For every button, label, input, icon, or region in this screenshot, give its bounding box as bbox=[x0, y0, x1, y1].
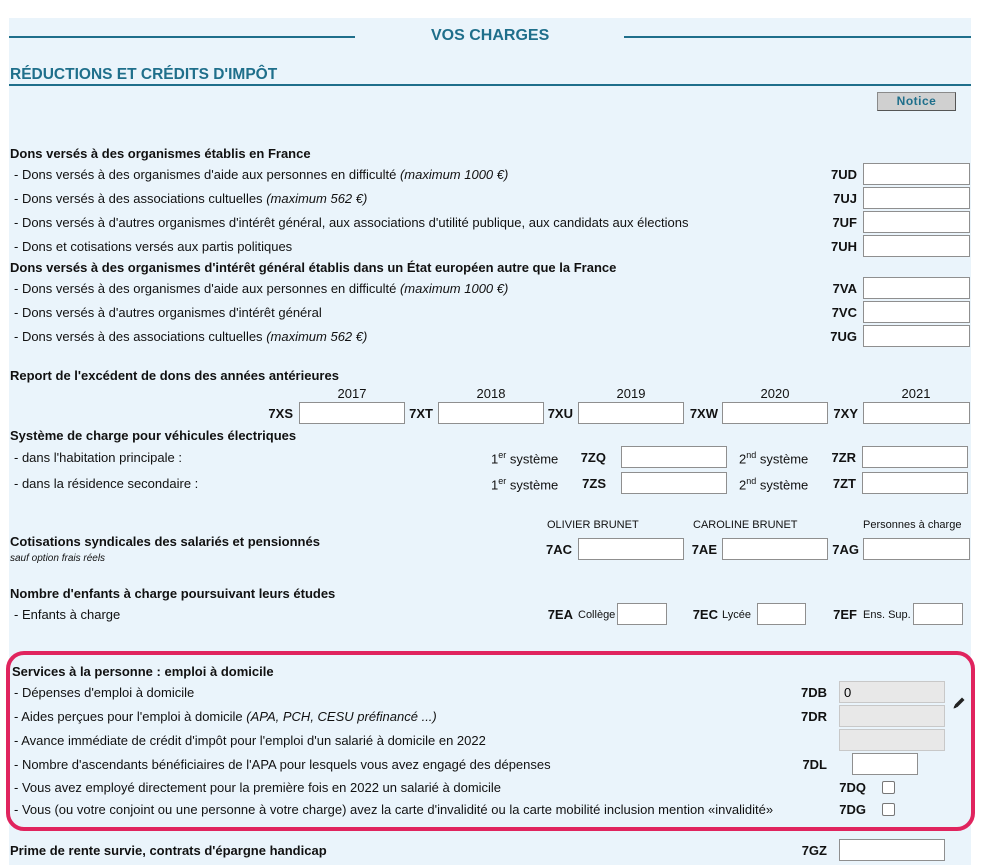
col-olivier: OLIVIER BRUNET bbox=[547, 519, 639, 531]
input-7uf[interactable] bbox=[863, 211, 970, 233]
code-7uj: 7UJ bbox=[833, 191, 857, 206]
premiere-label: - Vous avez employé directement pour la première fois en 2022 un salarié à domicile bbox=[14, 780, 502, 795]
input-7zt[interactable] bbox=[862, 472, 968, 494]
level-college: Collège bbox=[578, 609, 616, 621]
input-7ea[interactable] bbox=[617, 603, 667, 625]
code-7ud: 7UD bbox=[830, 167, 857, 182]
checkbox-7dq[interactable] bbox=[882, 781, 895, 794]
year-2017: 2017 bbox=[337, 386, 367, 401]
input-7db[interactable] bbox=[839, 681, 945, 703]
input-7gz[interactable] bbox=[839, 839, 945, 861]
input-7zs[interactable] bbox=[621, 472, 727, 494]
input-7vc[interactable] bbox=[863, 301, 970, 323]
code-7xy: 7XY bbox=[833, 406, 858, 421]
code-7ag: 7AG bbox=[832, 542, 859, 557]
section-title: RÉDUCTIONS ET CRÉDITS D'IMPÔT bbox=[10, 66, 278, 83]
sys1-label: 1er système bbox=[491, 450, 559, 467]
section-divider bbox=[9, 84, 971, 86]
header-divider-right bbox=[624, 36, 971, 38]
row-7uh-label: - Dons et cotisations versés aux partis politiques bbox=[14, 239, 293, 254]
input-7uh[interactable] bbox=[863, 235, 970, 257]
input-7ac[interactable] bbox=[578, 538, 684, 560]
input-7ud[interactable] bbox=[863, 163, 970, 185]
code-7xt: 7XT bbox=[409, 406, 433, 421]
input-7dr[interactable] bbox=[839, 705, 945, 727]
header-divider-left bbox=[9, 36, 355, 38]
code-7gz: 7GZ bbox=[801, 843, 827, 858]
code-7xs: 7XS bbox=[268, 406, 293, 421]
code-7zr: 7ZR bbox=[831, 450, 856, 465]
invalidite-label: - Vous (ou votre conjoint ou une personne à votre charge) avez la carte d'invalidité ou la carte mobilité inclusion mention «invalidité» bbox=[14, 802, 774, 817]
sys2-label: 2nd système bbox=[739, 450, 809, 467]
input-7ef[interactable] bbox=[913, 603, 963, 625]
input-7ag[interactable] bbox=[863, 538, 970, 560]
avance-label: - Avance immédiate de crédit d'impôt pour l'emploi d'un salarié à domicile en 2022 bbox=[14, 733, 486, 748]
input-7zq[interactable] bbox=[621, 446, 727, 468]
code-7ae: 7AE bbox=[691, 542, 717, 557]
input-7ae[interactable] bbox=[722, 538, 828, 560]
enfants-title: Nombre d'enfants à charge poursuivant leurs études bbox=[10, 586, 336, 601]
row-7va-label: - Dons versés à des organismes d'aide aux personnes en difficulté (maximum 1000 €) bbox=[14, 281, 509, 296]
input-7xw[interactable] bbox=[722, 402, 828, 424]
code-7ea: 7EA bbox=[547, 607, 573, 622]
row-7vc-label: - Dons versés à d'autres organismes d'intérêt général bbox=[14, 305, 322, 320]
notice-button[interactable]: Notice bbox=[877, 92, 956, 111]
year-2018: 2018 bbox=[476, 386, 506, 401]
year-2021: 2021 bbox=[901, 386, 931, 401]
input-7xy[interactable] bbox=[863, 402, 970, 424]
row-7ug-label: - Dons versés à des associations cultuelles (maximum 562 €) bbox=[14, 329, 368, 344]
code-7xw: 7XW bbox=[689, 406, 718, 421]
code-7zt: 7ZT bbox=[832, 476, 856, 491]
sys2-label-2: 2nd système bbox=[739, 476, 809, 493]
services-title: Services à la personne : emploi à domicile bbox=[12, 664, 274, 679]
row-7uj-label: - Dons versés à des associations cultuelles (maximum 562 €) bbox=[14, 191, 368, 206]
cotisations-title: Cotisations syndicales des salariés et pensionnés bbox=[10, 534, 320, 549]
input-7ug[interactable] bbox=[863, 325, 970, 347]
code-7zs: 7ZS bbox=[582, 476, 606, 491]
input-7zr[interactable] bbox=[862, 446, 968, 468]
vehicules-row-2-label: - dans la résidence secondaire : bbox=[14, 476, 199, 491]
code-7ug: 7UG bbox=[830, 329, 857, 344]
code-7ec: 7EC bbox=[692, 607, 718, 622]
prime-title: Prime de rente survie, contrats d'épargne handicap bbox=[10, 843, 327, 858]
input-7uj[interactable] bbox=[863, 187, 970, 209]
input-7xu[interactable] bbox=[578, 402, 684, 424]
input-7ec[interactable] bbox=[757, 603, 806, 625]
input-avance[interactable] bbox=[839, 729, 945, 751]
code-7dq: 7DQ bbox=[839, 780, 866, 795]
dons-france-title: Dons versés à des organismes établis en France bbox=[10, 146, 311, 161]
code-7dl: 7DL bbox=[802, 757, 827, 772]
vehicules-row-1-label: - dans l'habitation principale : bbox=[14, 450, 182, 465]
level-lycee: Lycée bbox=[722, 609, 751, 621]
input-7va[interactable] bbox=[863, 277, 970, 299]
code-7dg: 7DG bbox=[839, 802, 866, 817]
code-7xu: 7XU bbox=[547, 406, 573, 421]
code-7uh: 7UH bbox=[830, 239, 857, 254]
page-title: VOS CHARGES bbox=[431, 27, 550, 44]
vehicules-title: Système de charge pour véhicules électriques bbox=[10, 428, 297, 443]
input-7xs[interactable] bbox=[299, 402, 405, 424]
pencil-icon[interactable] bbox=[951, 695, 967, 711]
sys1-label-2: 1er système bbox=[491, 476, 559, 493]
col-caroline: CAROLINE BRUNET bbox=[693, 519, 798, 531]
code-7ef: 7EF bbox=[833, 607, 857, 622]
code-7uf: 7UF bbox=[832, 215, 857, 230]
depenses-label: - Dépenses d'emploi à domicile bbox=[14, 685, 195, 700]
year-2020: 2020 bbox=[760, 386, 790, 401]
cotisations-subtitle: sauf option frais réels bbox=[10, 553, 106, 564]
ascendants-label: - Nombre d'ascendants bénéficiaires de l'APA pour lesquels vous avez engagé des dépenses bbox=[14, 757, 551, 772]
row-7ud-label: - Dons versés à des organismes d'aide aux personnes en difficulté (maximum 1000 €) bbox=[14, 167, 509, 182]
col-personnes: Personnes à charge bbox=[863, 519, 962, 531]
input-7xt[interactable] bbox=[438, 402, 544, 424]
code-7va: 7VA bbox=[832, 281, 857, 296]
row-7uf-label: - Dons versés à d'autres organismes d'intérêt général, aux associations d'utilité publique, aux candidats aux élections bbox=[14, 215, 689, 230]
report-title: Report de l'excédent de dons des années antérieures bbox=[10, 368, 339, 383]
checkbox-7dg[interactable] bbox=[882, 803, 895, 816]
code-7zq: 7ZQ bbox=[580, 450, 606, 465]
code-7ac: 7AC bbox=[545, 542, 572, 557]
code-7vc: 7VC bbox=[831, 305, 857, 320]
input-7dl[interactable] bbox=[852, 753, 918, 775]
code-7dr: 7DR bbox=[800, 709, 827, 724]
aides-label: - Aides perçues pour l'emploi à domicile (APA, PCH, CESU préfinancé ...) bbox=[14, 709, 437, 724]
code-7db: 7DB bbox=[800, 685, 827, 700]
dons-europe-title: Dons versés à des organismes d'intérêt général établis dans un État européen autre que la France bbox=[10, 260, 617, 275]
level-ens-sup: Ens. Sup. bbox=[863, 609, 911, 621]
enfants-label: - Enfants à charge bbox=[14, 607, 121, 622]
year-2019: 2019 bbox=[616, 386, 646, 401]
